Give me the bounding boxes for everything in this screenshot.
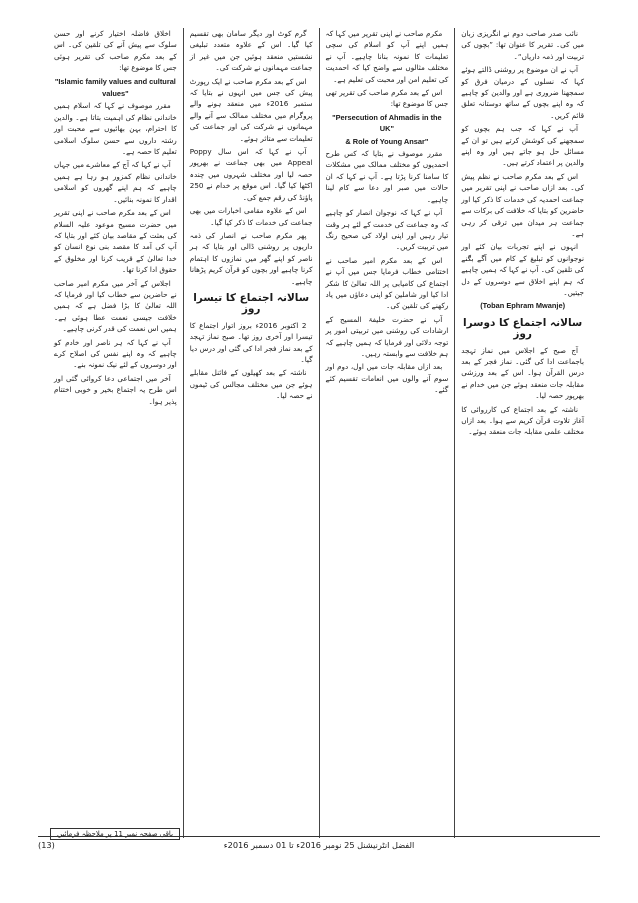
publication-line: الفضل انٹرنیشنل 25 نومبر 2016ء تا 01 دسمبر 2016ء: [223, 840, 415, 850]
article-paragraph: بعد ازاں مقابلہ جات میں اول، دوم اور سوم آنے والوں میں انعامات تقسیم کئے گئے۔: [325, 362, 449, 395]
section-heading: سالانہ اجتماع کا دوسرا روز: [463, 316, 583, 341]
footer-divider: [38, 836, 600, 837]
article-paragraph: آپ نے کہا کہ آج کے معاشرے میں جہاں خاندانی نظام کمزور ہو رہا ہے ہمیں چاہیے کہ ہم اپنے گھروں کو اسلامی اقدار کا نمونہ بنائیں۔: [54, 160, 177, 204]
page-footer: [38, 840, 600, 854]
english-title-line: & Role of Young Ansar": [345, 136, 429, 146]
column-4: [48, 28, 183, 838]
article-paragraph: آپ نے کہا کہ جب ہم بچوں کو سمجھنے کی کوشش کرتے ہیں تو ان کے مسائل حل ہو جاتے ہیں اور وہ اپنے والدین پر اعتماد کرتے ہیں۔: [461, 124, 584, 168]
newspaper-page: [10, 10, 628, 893]
english-title-line: "Islamic family values and cultural: [54, 76, 176, 86]
article-paragraph: اس کے بعد مکرم امیر صاحب نے اختتامی خطاب فرمایا جس میں آپ نے اجتماع کی کامیابی پر اللہ تعالیٰ کا شکر ادا کیا اور شاملین کو اپنی دعاؤں میں یاد رکھنے کی تلقین کی۔: [325, 255, 449, 311]
article-paragraph: آخر میں اجتماعی دعا کروائی گئی اور اس طرح یہ اجتماع بخیر و خوبی اختتام پذیر ہوا۔: [54, 373, 177, 406]
article-paragraph: اس کے بعد مکرم صاحب کی تقریر تھی جس کا موضوع تھا:: [325, 88, 449, 109]
continued-note: باقی صفحہ نمبر 11 پر ملاحظہ فرمائیں: [50, 828, 180, 840]
article-paragraph: آج صبح کے اجلاس میں نماز تہجد باجماعت ادا کی گئی۔ نماز فجر کے بعد درس القرآن ہوا۔ اس کے بعد ورزشی مقابلہ جات منعقد ہوئے جن میں خدام نے بھرپور حصہ لیا۔: [461, 345, 584, 401]
article-paragraph: انہوں نے اپنے تجربات بیان کئے اور نوجوانوں کو تبلیغ کے کام میں آگے بڰنے کی تلقین کی۔ آپ نے کہا کہ ہمیں چاہیے کہ ہم اپنے اخلاق سے دوسروں کے دل جیتیں۔: [461, 242, 584, 297]
english-title-line: "Persecution of Ahmadis in the UK": [332, 112, 442, 134]
article-paragraph: آپ نے ان موضوع پر روشنی ڈالتے ہوئے کہا کہ نسلوں کے درمیان فرق کو سمجھنا ضروری ہے اور والدین کو چاہیے کہ وہ اپنے بچوں کے ساتھ دوستانہ تعلق قائم کریں۔: [461, 65, 584, 120]
article-paragraph: ناشتہ کے بعد کھیلوں کے فائنل مقابلے ہوئے جن میں مختلف مجالس کی ٹیموں نے حصہ لیا۔: [189, 368, 313, 401]
article-paragraph: اس کے بعد مکرم صاحب نے اپنی تقریر میں حضرت مسیح موعود علیہ السلام کی بعثت کے مقاصد بیان کئے اور بتایا کہ آپ کی آمد کا مقصد بنی نوع انسان کو خدا تعالیٰ کے قریب کرنا اور مخلوق کے حقوق ادا کرنا تھا۔: [54, 208, 177, 275]
article-paragraph: آپ نے حضرت خلیفۃ المسیح کے ارشادات کی روشنی میں تربیتی امور پر توجہ دلائی اور فرمایا کہ ہمیں چاہیے کہ ہم خلافت سے وابستہ رہیں۔: [325, 314, 449, 358]
article-paragraph: مکرم صاحب نے اپنی تقریر میں کہا کہ ہمیں اپنے آپ کو اسلام کی سچی تعلیمات کا نمونہ بنانا چاہیے۔ آپ نے مختلف مثالوں سے واضح کیا کہ احمدیت کی تعلیم امن اور محبت کی تعلیم ہے۔: [325, 29, 449, 84]
article-paragraph: اس کے بعد مکرم صاحب نے نظم پیش کی۔ بعد ازاں صاحب نے اپنی تقریر میں جماعت احمدیہ کی خدمات کا ذکر کیا اور حاضرین کو بتایا کہ خلافت کی برکات سے جماعت ہر میدان میں ترقی کر رہی ہے۔: [461, 171, 584, 238]
english-title-line: (Toban Ephram Mwanje): [480, 301, 566, 311]
column-2: [319, 28, 455, 838]
article-paragraph: مقرر موصوف نے بتایا کہ کس طرح احمدیوں کو مختلف ممالک میں مشکلات کا سامنا کرنا پڑتا ہے۔ آپ نے کہا کہ ان حالات میں صبر اور دعا سے کام لینا چاہیے۔: [325, 149, 449, 204]
article-paragraph: پھر مکرم صاحب نے انصار کی ذمہ داریوں پر روشنی ڈالی اور بتایا کہ ہر ناصر کو اپنے گھر میں نمازوں کا اہتمام کرنا چاہیے اور بچوں کو قرآن کریم پڑھانا چاہیے۔: [189, 230, 313, 286]
article-paragraph: آپ نے کہا کہ نوجوان انصار کو چاہیے کہ وہ جماعت کی خدمت کے لئے ہر وقت تیار رہیں اور اپنی اولاد کی صحیح رنگ میں تربیت کریں۔: [325, 208, 449, 252]
article-paragraph: اخلاق فاضلہ اختیار کرنے اور حسن سلوک سے پیش آنے کی تلقین کی۔ اس کے بعد مکرم صاحب کی تقریر ہوئی جس کا موضوع تھا:: [54, 29, 177, 73]
article-paragraph: مقرر موصوف نے کہا کہ اسلام ہمیں خاندانی نظام کی اہمیت بتاتا ہے۔ والدین کا احترام، بہن بھائیوں سے محبت اور رشتہ داروں سے حسن سلوک اسلامی تعلیم کا حصہ ہے۔: [54, 101, 177, 157]
section-heading: سالانہ اجتماع کا تیسرا روز: [193, 291, 310, 316]
english-title-line: values": [102, 89, 129, 99]
article-paragraph: ناشتہ کے بعد اجتماع کی کارروائی کا آغاز تلاوت قرآن کریم سے ہوا۔ بعد ازاں مختلف علمی مقابلہ جات منعقد ہوئے۔: [461, 404, 584, 437]
article-paragraph: اجلاس کے آخر میں مکرم امیر صاحب نے حاضرین سے خطاب کیا اور فرمایا کہ اللہ تعالیٰ کا بڑا فضل ہے کہ ہمیں خلافت جیسی نعمت عطا ہوئی ہے۔ ہمیں اس نعمت کی قدر کرنی چاہیے۔: [54, 278, 177, 334]
article-paragraph: گرم کوٹ اور دیگر سامان بھی تقسیم کیا گیا۔ اس کے علاوہ متعدد تبلیغی نشستیں منعقد ہوئیں جن میں غیر از جماعت مہمانوں نے شرکت کی۔: [189, 29, 313, 73]
column-3: [183, 28, 319, 838]
article-paragraph: نائب صدر صاحب دوم نے انگریزی زبان میں کی۔ تقریر کا عنوان تھا: ”بچوں کی تربیت اور ذمہ داریاں“۔: [461, 29, 584, 61]
column-1: [454, 28, 590, 838]
article-paragraph: 2 اکتوبر 2016ء بروز اتوار اجتماع کا تیسرا اور آخری روز تھا۔ صبح نماز تہجد کے بعد نماز فجر ادا کی گئی اور درس دیا گیا۔: [189, 320, 313, 364]
article-paragraph: آپ نے کہا کہ اس سال Poppy Appeal میں بھی جماعت نے بھرپور حصہ لیا اور مختلف شہروں میں چندہ اکٹھا کیا گیا۔ اس موقع پر خدام نے 250 پاؤنڈ کی رقم جمع کی۔: [189, 147, 313, 202]
page-number: (13): [38, 840, 55, 850]
article-paragraph: آپ نے کہا کہ ہر ناصر اور خادم کو چاہیے کہ وہ اپنے نفس کی اصلاح کرے اور دوسروں کے لئے نیک نمونہ بنے۔: [54, 337, 177, 370]
article-paragraph: اس کے علاوہ مقامی اخبارات میں بھی جماعت کی خدمات کا ذکر کیا گیا۔: [189, 206, 313, 227]
article-columns: [48, 28, 590, 838]
article-paragraph: اس کے بعد مکرم صاحب نے ایک رپورٹ پیش کی جس میں انہوں نے بتایا کہ ستمبر 2016ء میں منعقد ہونے والے پروگرام میں مختلف ممالک سے آنے والے مہمانوں نے شرکت کی اور جماعت کی تعلیمات سے متاثر ہوئے۔: [189, 76, 313, 143]
